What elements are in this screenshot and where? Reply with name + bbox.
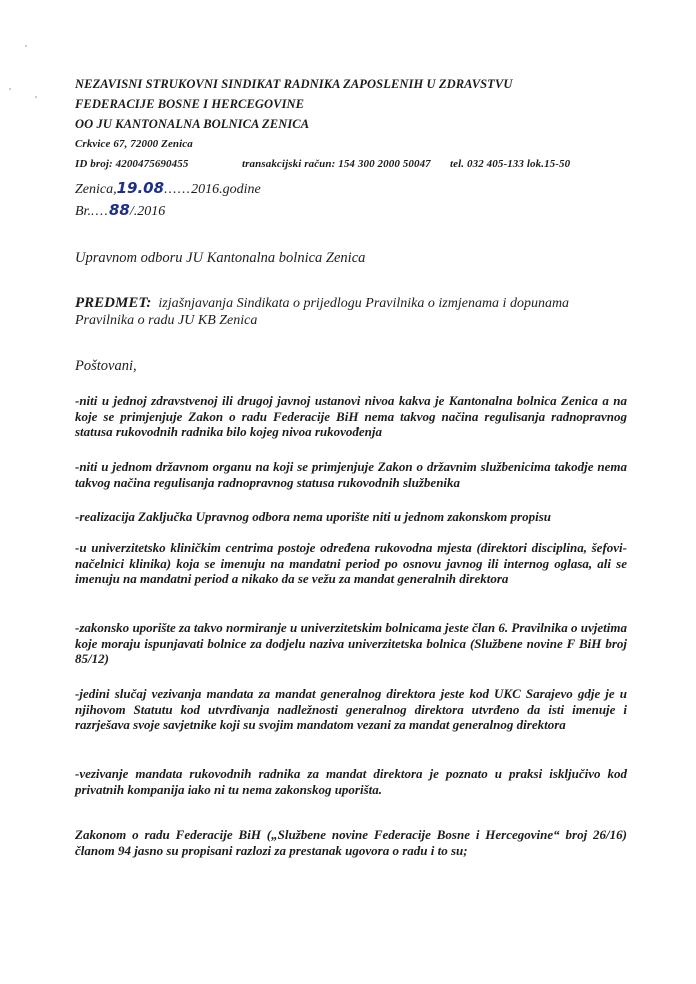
- subject-block: [75, 295, 635, 329]
- paragraph-3: -realizacija Zaključka Upravnog odbora nema uporište niti u jednom zakonskom propisu: [75, 509, 551, 524]
- date-dots: ......: [164, 182, 192, 197]
- subject-line-2: Pravilnika o radu JU KB Zenica: [75, 313, 258, 328]
- paragraph-2: -niti u jednom državnom organu na koji se primjenjuje Zakon o državnim službenicima takodje nema takvog načina regulisanja radnopravnog statusa rukovodnih službenika: [75, 459, 627, 490]
- letterhead-id-number: ID broj: 4200475690455: [75, 158, 189, 170]
- addressee: Upravnom odboru JU Kantonalna bolnica Zenica: [75, 250, 366, 266]
- letterhead-phone: tel. 032 405-133 lok.15-50: [450, 158, 571, 170]
- reference-line: [75, 201, 165, 220]
- date-year: 2016.godine: [191, 182, 261, 197]
- subject-label: PREDMET:: [75, 295, 152, 311]
- paragraph-5: -zakonsko uporište za takvo normiranje u univerzitetskim bolnicama jeste član 6. Pravilnika o uvjetima koje moraju ispunjavati bolnice za dodjelu naziva univerzitetska bolnica (Službene novine F BiH broj 85/12): [75, 620, 627, 666]
- letterhead-line-3: OO JU KANTONALNA BOLNICA ZENICA: [75, 117, 310, 131]
- letterhead-address: Crkvice 67, 72000 Zenica: [75, 138, 193, 150]
- reference-dots: ....: [90, 204, 109, 219]
- subject-line-1: izjašnjavanja Sindikata o prijedlogu Pravilnika o izmjenama i dopunama: [158, 296, 570, 311]
- reference-prefix: Br.: [75, 204, 91, 219]
- reference-suffix: /.2016: [129, 204, 166, 219]
- handwritten-reference: 88: [108, 201, 130, 219]
- date-place: Zenica,: [75, 182, 117, 197]
- paragraph-4: -u univerzitetsko kliničkim centrima postoje određena rukovodna mjesta (direktori disciplina, šefovi-načelnici klinika) koja se imenuju na mandatni period po osnovu javnog ili internog oglasa, ali se imenuju na mandatni period a nikako da se vežu za mandat generalnih direktora: [75, 540, 627, 586]
- paragraph-7: -vezivanje mandata rukovodnih radnika za mandat direktora je poznato u praksi isključivo kod privatnih kompanija iako ni tu nema zakonskog uporišta.: [75, 766, 627, 797]
- handwritten-date: 19.08: [116, 179, 165, 197]
- paragraph-8: Zakonom o radu Federacije BiH („Službene novine Federacije Bosne i Hercegovine“ broj 26/16) članom 94 jasno su propisani razlozi za prestanak ugovora o radu i to su;: [75, 827, 627, 858]
- letterhead-line-1: NEZAVISNI STRUKOVNI SINDIKAT RADNIKA ZAPOSLENIH U ZDRAVSTVU: [75, 77, 513, 91]
- greeting: Poštovani,: [75, 358, 137, 374]
- paragraph-1: -niti u jednoj zdravstvenoj ili drugoj javnoj ustanovi nivoa kakva je Kantonalna bolnica Zenica a na koje se primjenjuje Zakon o radu Federacije BiH nema takvog načina regulisanja radnopravnog statusa rukovodnih radnika bilo kojeg nivoa rukovođenja: [75, 393, 627, 439]
- letterhead-line-2: FEDERACIJE BOSNE I HERCEGOVINE: [75, 97, 305, 111]
- letterhead-account: transakcijski račun: 154 300 2000 50047: [242, 158, 431, 170]
- paragraph-6: -jedini slučaj vezivanja mandata za mandat generalnog direktora jeste kod UKC Sarajevo gdje je u njihovom Statutu kod utvrđivanja nadležnosti generalnog direktora utvrđeno da isti imenuje i razrješava svoje savjetnike koji su svojim mandatom vezani za mandat generalnog direktora: [75, 686, 627, 732]
- date-line: [75, 179, 261, 198]
